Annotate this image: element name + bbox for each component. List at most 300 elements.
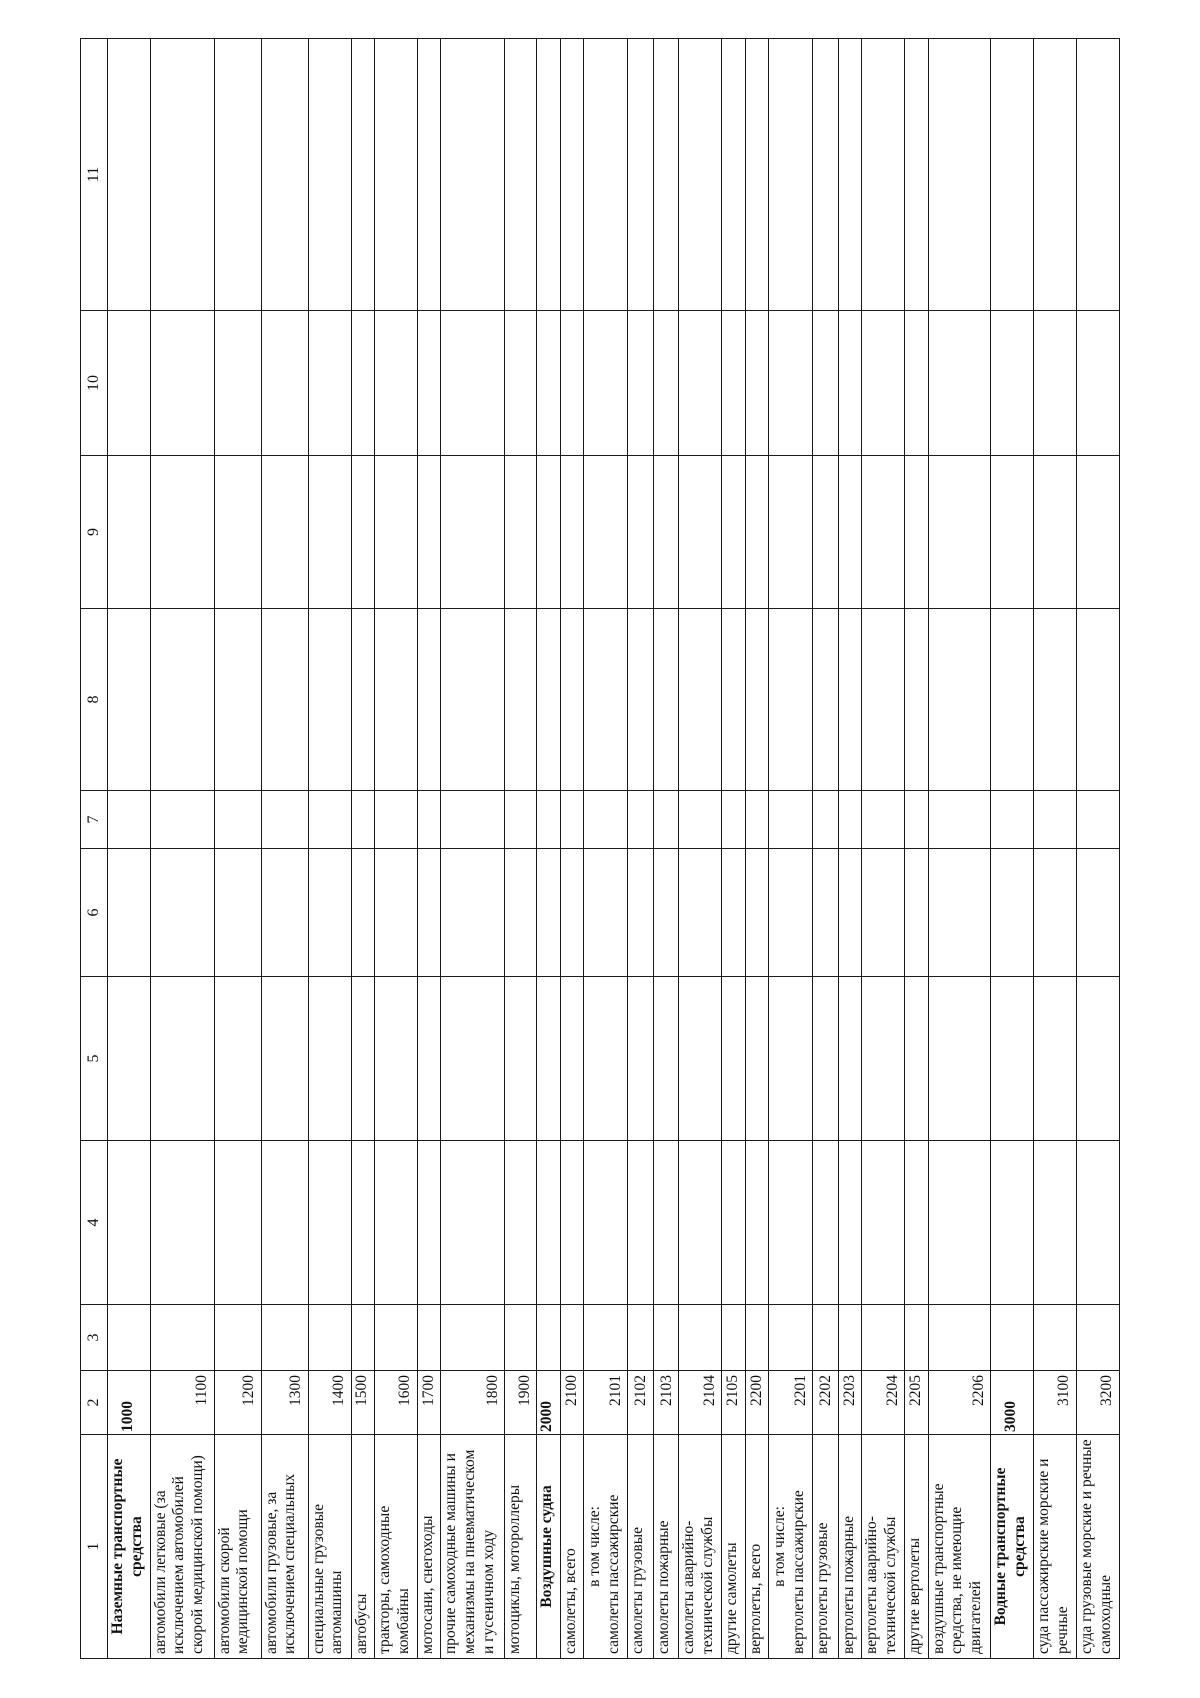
value-cell[interactable] bbox=[679, 849, 722, 977]
value-cell[interactable] bbox=[813, 1305, 839, 1371]
value-cell[interactable] bbox=[628, 977, 654, 1141]
value-cell[interactable] bbox=[1034, 791, 1077, 849]
value-cell[interactable] bbox=[441, 1305, 505, 1371]
value-cell[interactable] bbox=[745, 977, 768, 1141]
value-cell[interactable] bbox=[838, 456, 861, 609]
value-cell[interactable] bbox=[441, 456, 505, 609]
value-cell[interactable] bbox=[679, 977, 722, 1141]
value-cell[interactable] bbox=[108, 791, 151, 849]
row-label bbox=[679, 1435, 722, 1659]
value-cell[interactable] bbox=[108, 1305, 151, 1371]
value-cell[interactable] bbox=[351, 849, 374, 977]
value-cell[interactable] bbox=[769, 456, 813, 609]
row-label bbox=[505, 1435, 537, 1659]
column-header: 11 bbox=[81, 39, 108, 311]
table-row bbox=[905, 39, 928, 1659]
value-cell[interactable] bbox=[1077, 456, 1120, 609]
value-cell[interactable] bbox=[351, 456, 374, 609]
value-cell[interactable] bbox=[653, 1141, 679, 1305]
value-cell[interactable] bbox=[214, 39, 261, 311]
value-cell[interactable] bbox=[769, 609, 813, 791]
value-cell[interactable] bbox=[108, 1141, 151, 1305]
value-cell[interactable] bbox=[214, 849, 261, 977]
value-cell[interactable] bbox=[505, 39, 537, 311]
value-cell[interactable] bbox=[838, 791, 861, 849]
value-cell[interactable] bbox=[745, 39, 768, 311]
row-code: 2104 bbox=[679, 1371, 722, 1435]
value-cell[interactable] bbox=[628, 609, 654, 791]
value-cell[interactable] bbox=[261, 1141, 308, 1305]
value-cell[interactable] bbox=[150, 849, 214, 977]
value-cell[interactable] bbox=[261, 849, 308, 977]
value-cell[interactable] bbox=[653, 791, 679, 849]
value-cell[interactable] bbox=[560, 849, 583, 977]
value-cell[interactable] bbox=[928, 1141, 991, 1305]
value-cell[interactable] bbox=[928, 1305, 991, 1371]
value-cell[interactable] bbox=[1034, 1305, 1077, 1371]
value-cell[interactable] bbox=[584, 456, 628, 609]
value-cell[interactable] bbox=[214, 791, 261, 849]
value-cell[interactable] bbox=[560, 977, 583, 1141]
table-row bbox=[1077, 39, 1120, 1659]
value-cell[interactable] bbox=[862, 1141, 905, 1305]
value-cell[interactable] bbox=[108, 609, 151, 791]
column-header: 10 bbox=[81, 311, 108, 456]
value-cell[interactable] bbox=[1034, 39, 1077, 311]
value-cell[interactable] bbox=[261, 609, 308, 791]
value-cell[interactable] bbox=[838, 609, 861, 791]
table-row bbox=[375, 39, 418, 1659]
value-cell[interactable] bbox=[417, 1305, 440, 1371]
row-code: 3000 bbox=[991, 1371, 1034, 1435]
section-title bbox=[991, 1435, 1034, 1659]
value-cell[interactable] bbox=[560, 609, 583, 791]
value-cell[interactable] bbox=[928, 977, 991, 1141]
value-cell[interactable] bbox=[813, 609, 839, 791]
value-cell[interactable] bbox=[838, 39, 861, 311]
value-cell[interactable] bbox=[813, 849, 839, 977]
value-cell[interactable] bbox=[905, 456, 928, 609]
value-cell[interactable] bbox=[505, 977, 537, 1141]
value-cell[interactable] bbox=[308, 1305, 351, 1371]
value-cell[interactable] bbox=[584, 609, 628, 791]
value-cell[interactable] bbox=[351, 311, 374, 456]
subgroup-prefix: в том числе: bbox=[771, 1506, 789, 1587]
value-cell[interactable] bbox=[1077, 609, 1120, 791]
value-cell[interactable] bbox=[838, 311, 861, 456]
value-cell[interactable] bbox=[745, 311, 768, 456]
value-cell[interactable] bbox=[584, 311, 628, 456]
row-code: 3200 bbox=[1077, 1371, 1120, 1435]
value-cell[interactable] bbox=[584, 39, 628, 311]
value-cell[interactable] bbox=[813, 791, 839, 849]
value-cell[interactable] bbox=[505, 849, 537, 977]
value-cell[interactable] bbox=[653, 977, 679, 1141]
value-cell[interactable] bbox=[441, 977, 505, 1141]
row-label bbox=[813, 1435, 839, 1659]
value-cell[interactable] bbox=[417, 977, 440, 1141]
value-cell[interactable] bbox=[838, 977, 861, 1141]
value-cell[interactable] bbox=[905, 1141, 928, 1305]
value-cell[interactable] bbox=[905, 39, 928, 311]
value-cell[interactable] bbox=[108, 977, 151, 1141]
value-cell[interactable] bbox=[991, 609, 1034, 791]
value-cell[interactable] bbox=[653, 849, 679, 977]
table-row bbox=[308, 39, 351, 1659]
column-header: 5 bbox=[81, 977, 108, 1141]
value-cell[interactable] bbox=[560, 791, 583, 849]
value-cell[interactable] bbox=[769, 791, 813, 849]
value-cell[interactable] bbox=[769, 311, 813, 456]
value-cell[interactable] bbox=[417, 311, 440, 456]
value-cell[interactable] bbox=[813, 1141, 839, 1305]
value-cell[interactable] bbox=[722, 456, 745, 609]
form-body bbox=[108, 39, 1120, 1659]
value-cell[interactable] bbox=[261, 39, 308, 311]
value-cell[interactable] bbox=[108, 456, 151, 609]
value-cell[interactable] bbox=[351, 1141, 374, 1305]
value-cell[interactable] bbox=[537, 791, 560, 849]
value-cell[interactable] bbox=[441, 609, 505, 791]
value-cell[interactable] bbox=[150, 791, 214, 849]
value-cell[interactable] bbox=[560, 456, 583, 609]
value-cell[interactable] bbox=[584, 977, 628, 1141]
value-cell[interactable] bbox=[991, 456, 1034, 609]
value-cell[interactable] bbox=[653, 1305, 679, 1371]
column-header: 2 bbox=[81, 1371, 108, 1435]
value-cell[interactable] bbox=[745, 791, 768, 849]
value-cell[interactable] bbox=[628, 39, 654, 311]
value-cell[interactable] bbox=[905, 849, 928, 977]
value-cell[interactable] bbox=[862, 609, 905, 791]
value-cell[interactable] bbox=[679, 1305, 722, 1371]
value-cell[interactable] bbox=[417, 791, 440, 849]
value-cell[interactable] bbox=[375, 849, 418, 977]
value-cell[interactable] bbox=[537, 977, 560, 1141]
value-cell[interactable] bbox=[722, 977, 745, 1141]
table-row bbox=[214, 39, 261, 1659]
value-cell[interactable] bbox=[214, 1141, 261, 1305]
row-label-text: другие вертолеты bbox=[906, 1537, 924, 1654]
value-cell[interactable] bbox=[991, 849, 1034, 977]
row-label-text: мотосани, снегоходы bbox=[418, 1515, 436, 1654]
value-cell[interactable] bbox=[150, 39, 214, 311]
table-row bbox=[560, 39, 583, 1659]
row-label-text: вертолеты аварийно-технической службы bbox=[863, 1516, 899, 1654]
row-label-text: вертолеты пожарные bbox=[839, 1515, 857, 1654]
value-cell[interactable] bbox=[560, 1305, 583, 1371]
value-cell[interactable] bbox=[862, 849, 905, 977]
value-cell[interactable] bbox=[505, 311, 537, 456]
value-cell[interactable] bbox=[991, 311, 1034, 456]
value-cell[interactable] bbox=[1077, 311, 1120, 456]
row-label-text: суда грузовые морские и речные самоходные bbox=[1078, 1439, 1114, 1654]
value-cell[interactable] bbox=[905, 977, 928, 1141]
value-cell[interactable] bbox=[584, 849, 628, 977]
value-cell[interactable] bbox=[150, 609, 214, 791]
value-cell[interactable] bbox=[722, 791, 745, 849]
value-cell[interactable] bbox=[1034, 609, 1077, 791]
value-cell[interactable] bbox=[991, 1141, 1034, 1305]
value-cell[interactable] bbox=[1077, 849, 1120, 977]
value-cell[interactable] bbox=[628, 1305, 654, 1371]
value-cell[interactable] bbox=[628, 1141, 654, 1305]
column-header: 6 bbox=[81, 849, 108, 977]
value-cell[interactable] bbox=[441, 1141, 505, 1305]
value-cell[interactable] bbox=[214, 311, 261, 456]
value-cell[interactable] bbox=[679, 456, 722, 609]
value-cell[interactable] bbox=[679, 311, 722, 456]
table-row bbox=[150, 39, 214, 1659]
value-cell[interactable] bbox=[308, 977, 351, 1141]
value-cell[interactable] bbox=[417, 456, 440, 609]
value-cell[interactable] bbox=[261, 456, 308, 609]
value-cell[interactable] bbox=[838, 1141, 861, 1305]
value-cell[interactable] bbox=[905, 609, 928, 791]
value-cell[interactable] bbox=[108, 849, 151, 977]
row-label-text: другие самолеты bbox=[723, 1542, 741, 1654]
value-cell[interactable] bbox=[108, 311, 151, 456]
value-cell[interactable] bbox=[441, 311, 505, 456]
row-label bbox=[1034, 1435, 1077, 1659]
value-cell[interactable] bbox=[1077, 39, 1120, 311]
value-cell[interactable] bbox=[991, 977, 1034, 1141]
value-cell[interactable] bbox=[928, 311, 991, 456]
value-cell[interactable] bbox=[560, 311, 583, 456]
value-cell[interactable] bbox=[214, 977, 261, 1141]
value-cell[interactable] bbox=[308, 311, 351, 456]
value-cell[interactable] bbox=[375, 791, 418, 849]
value-cell[interactable] bbox=[679, 1141, 722, 1305]
value-cell[interactable] bbox=[560, 1141, 583, 1305]
value-cell[interactable] bbox=[537, 609, 560, 791]
value-cell[interactable] bbox=[537, 849, 560, 977]
value-cell[interactable] bbox=[862, 39, 905, 311]
value-cell[interactable] bbox=[375, 1305, 418, 1371]
value-cell[interactable] bbox=[653, 39, 679, 311]
value-cell[interactable] bbox=[769, 39, 813, 311]
value-cell[interactable] bbox=[505, 609, 537, 791]
value-cell[interactable] bbox=[905, 1305, 928, 1371]
value-cell[interactable] bbox=[505, 456, 537, 609]
value-cell[interactable] bbox=[628, 791, 654, 849]
value-cell[interactable] bbox=[628, 456, 654, 609]
value-cell[interactable] bbox=[505, 1141, 537, 1305]
value-cell[interactable] bbox=[308, 849, 351, 977]
value-cell[interactable] bbox=[745, 609, 768, 791]
value-cell[interactable] bbox=[838, 1305, 861, 1371]
row-label bbox=[653, 1435, 679, 1659]
value-cell[interactable] bbox=[722, 39, 745, 311]
value-cell[interactable] bbox=[505, 791, 537, 849]
value-cell[interactable] bbox=[722, 849, 745, 977]
row-code: 1900 bbox=[505, 1371, 537, 1435]
value-cell[interactable] bbox=[308, 609, 351, 791]
value-cell[interactable] bbox=[375, 456, 418, 609]
value-cell[interactable] bbox=[150, 977, 214, 1141]
value-cell[interactable] bbox=[769, 977, 813, 1141]
value-cell[interactable] bbox=[1077, 977, 1120, 1141]
value-cell[interactable] bbox=[375, 39, 418, 311]
row-label-text: самолеты, всего bbox=[561, 1548, 579, 1654]
value-cell[interactable] bbox=[584, 1305, 628, 1371]
value-cell[interactable] bbox=[991, 39, 1034, 311]
subgroup-prefix: в том числе: bbox=[586, 1506, 604, 1587]
value-cell[interactable] bbox=[150, 311, 214, 456]
value-cell[interactable] bbox=[351, 791, 374, 849]
row-code: 1700 bbox=[417, 1371, 440, 1435]
value-cell[interactable] bbox=[991, 791, 1034, 849]
value-cell[interactable] bbox=[584, 1141, 628, 1305]
value-cell[interactable] bbox=[441, 39, 505, 311]
value-cell[interactable] bbox=[769, 849, 813, 977]
value-cell[interactable] bbox=[308, 1141, 351, 1305]
value-cell[interactable] bbox=[537, 1141, 560, 1305]
value-cell[interactable] bbox=[150, 456, 214, 609]
value-cell[interactable] bbox=[214, 456, 261, 609]
value-cell[interactable] bbox=[441, 849, 505, 977]
value-cell[interactable] bbox=[722, 1305, 745, 1371]
table-row bbox=[679, 39, 722, 1659]
value-cell[interactable] bbox=[417, 609, 440, 791]
value-cell[interactable] bbox=[417, 849, 440, 977]
table-row bbox=[745, 39, 768, 1659]
column-header: 8 bbox=[81, 609, 108, 791]
value-cell[interactable] bbox=[375, 609, 418, 791]
value-cell[interactable] bbox=[1077, 1305, 1120, 1371]
value-cell[interactable] bbox=[375, 1141, 418, 1305]
value-cell[interactable] bbox=[417, 1141, 440, 1305]
value-cell[interactable] bbox=[813, 311, 839, 456]
row-label bbox=[769, 1435, 813, 1659]
value-cell[interactable] bbox=[537, 456, 560, 609]
value-cell[interactable] bbox=[745, 1141, 768, 1305]
row-label-text: автобусы bbox=[352, 1593, 370, 1654]
value-cell[interactable] bbox=[679, 791, 722, 849]
value-cell[interactable] bbox=[308, 39, 351, 311]
value-cell[interactable] bbox=[351, 977, 374, 1141]
value-cell[interactable] bbox=[928, 609, 991, 791]
value-cell[interactable] bbox=[308, 791, 351, 849]
row-code: 3100 bbox=[1034, 1371, 1077, 1435]
value-cell[interactable] bbox=[1034, 456, 1077, 609]
value-cell[interactable] bbox=[505, 1305, 537, 1371]
table-row bbox=[628, 39, 654, 1659]
value-cell[interactable] bbox=[991, 1305, 1034, 1371]
value-cell[interactable] bbox=[722, 609, 745, 791]
table-row bbox=[584, 39, 628, 1659]
value-cell[interactable] bbox=[308, 456, 351, 609]
value-cell[interactable] bbox=[628, 849, 654, 977]
value-cell[interactable] bbox=[560, 39, 583, 311]
row-label bbox=[1077, 1435, 1120, 1659]
value-cell[interactable] bbox=[375, 977, 418, 1141]
row-label-text: вертолеты грузовые bbox=[814, 1522, 832, 1654]
value-cell[interactable] bbox=[679, 39, 722, 311]
value-cell[interactable] bbox=[769, 1305, 813, 1371]
row-label-text: автомобили легковые (за исключением автомобилей скорой медицинской помощи) bbox=[151, 1455, 207, 1654]
value-cell[interactable] bbox=[1034, 977, 1077, 1141]
value-cell[interactable] bbox=[537, 311, 560, 456]
value-cell[interactable] bbox=[351, 609, 374, 791]
value-cell[interactable] bbox=[108, 39, 151, 311]
value-cell[interactable] bbox=[653, 609, 679, 791]
value-cell[interactable] bbox=[150, 1305, 214, 1371]
value-cell[interactable] bbox=[862, 311, 905, 456]
value-cell[interactable] bbox=[928, 456, 991, 609]
value-cell[interactable] bbox=[351, 39, 374, 311]
value-cell[interactable] bbox=[905, 791, 928, 849]
value-cell[interactable] bbox=[214, 609, 261, 791]
value-cell[interactable] bbox=[862, 977, 905, 1141]
column-header: 7 bbox=[81, 791, 108, 849]
value-cell[interactable] bbox=[813, 977, 839, 1141]
value-cell[interactable] bbox=[537, 39, 560, 311]
value-cell[interactable] bbox=[1077, 1141, 1120, 1305]
value-cell[interactable] bbox=[351, 1305, 374, 1371]
value-cell[interactable] bbox=[653, 311, 679, 456]
value-cell[interactable] bbox=[261, 1305, 308, 1371]
value-cell[interactable] bbox=[417, 39, 440, 311]
row-label-text: Воздушные судна bbox=[538, 1485, 556, 1608]
value-cell[interactable] bbox=[769, 1141, 813, 1305]
row-label-text: тракторы, самоходные комбайны bbox=[376, 1505, 412, 1654]
value-cell[interactable] bbox=[653, 456, 679, 609]
value-cell[interactable] bbox=[813, 39, 839, 311]
value-cell[interactable] bbox=[838, 849, 861, 977]
row-code: 2102 bbox=[628, 1371, 654, 1435]
column-header: 3 bbox=[81, 1305, 108, 1371]
row-label-text: самолеты грузовые bbox=[629, 1526, 647, 1654]
value-cell[interactable] bbox=[628, 311, 654, 456]
value-cell[interactable] bbox=[928, 39, 991, 311]
value-cell[interactable] bbox=[745, 1305, 768, 1371]
table-row bbox=[928, 39, 991, 1659]
value-cell[interactable] bbox=[375, 311, 418, 456]
vehicle-form-table bbox=[80, 38, 1120, 1659]
value-cell[interactable] bbox=[813, 456, 839, 609]
value-cell[interactable] bbox=[261, 791, 308, 849]
value-cell[interactable] bbox=[928, 849, 991, 977]
row-code: 2205 bbox=[905, 1371, 928, 1435]
value-cell[interactable] bbox=[679, 609, 722, 791]
value-cell[interactable] bbox=[745, 849, 768, 977]
value-cell[interactable] bbox=[261, 311, 308, 456]
value-cell[interactable] bbox=[150, 1141, 214, 1305]
value-cell[interactable] bbox=[745, 456, 768, 609]
value-cell[interactable] bbox=[1034, 849, 1077, 977]
value-cell[interactable] bbox=[537, 1305, 560, 1371]
value-cell[interactable] bbox=[722, 1141, 745, 1305]
value-cell[interactable] bbox=[441, 791, 505, 849]
value-cell[interactable] bbox=[862, 456, 905, 609]
value-cell[interactable] bbox=[1034, 311, 1077, 456]
value-cell[interactable] bbox=[1034, 1141, 1077, 1305]
value-cell[interactable] bbox=[1077, 791, 1120, 849]
row-label bbox=[308, 1435, 351, 1659]
value-cell[interactable] bbox=[862, 791, 905, 849]
value-cell[interactable] bbox=[584, 791, 628, 849]
value-cell[interactable] bbox=[722, 311, 745, 456]
value-cell[interactable] bbox=[862, 1305, 905, 1371]
row-label-text: Водные транспортные средства bbox=[992, 1467, 1028, 1626]
row-code: 2202 bbox=[813, 1371, 839, 1435]
value-cell[interactable] bbox=[905, 311, 928, 456]
value-cell[interactable] bbox=[928, 791, 991, 849]
value-cell[interactable] bbox=[261, 977, 308, 1141]
value-cell[interactable] bbox=[214, 1305, 261, 1371]
table-row bbox=[537, 39, 560, 1659]
